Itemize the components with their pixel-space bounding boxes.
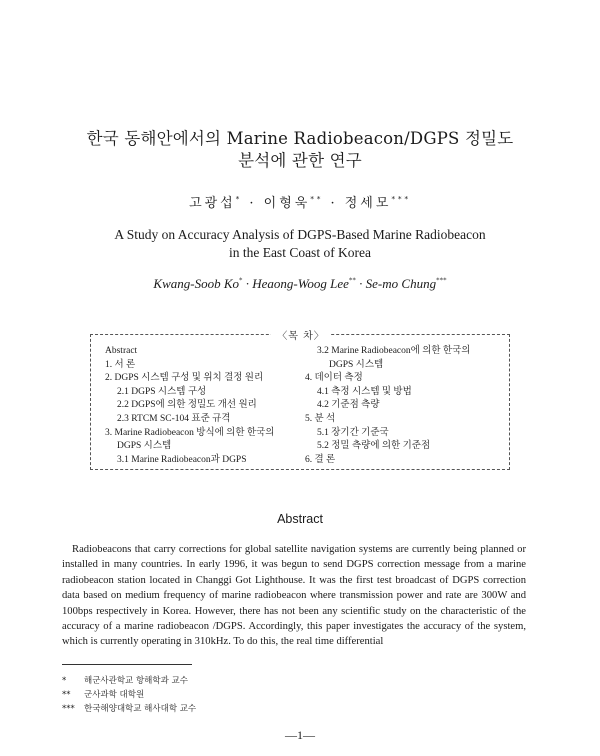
korean-authors: [0, 192, 600, 211]
toc-item: 5. 분 석: [305, 413, 336, 424]
abstract-body: [62, 542, 526, 650]
author-kr-1: 고광섭: [189, 196, 236, 211]
footnote-mark: *: [62, 676, 67, 686]
footnote: [62, 674, 188, 686]
english-title-line-2: in the East Coast of Korea: [228, 245, 372, 260]
footnote-text: 군사과학 대학원: [84, 690, 145, 700]
toc-item: 3.2 Marine Radiobeacon에 의한 한국의: [317, 346, 471, 356]
table-of-contents: [90, 331, 510, 470]
english-authors: [0, 276, 600, 292]
toc-item: 2.2 DGPS에 의한 정밀도 개선 원리: [117, 400, 257, 411]
footnote: [62, 702, 196, 714]
toc-item: 4.1 측정 시스템 및 방법: [317, 386, 412, 397]
author-en-1-mark: *: [239, 276, 243, 285]
author-en-3-mark: ***: [436, 276, 447, 285]
toc-item: 4. 데이터 측정: [305, 373, 363, 384]
author-separator: ·: [323, 196, 345, 211]
abstract-paragraph: Radiobeacons that carry corrections for global satellite navigation systems are currently being planned or installed in many countries. In early 1996, it was begun to send DGPS correction message from a marine radiobeacon station located in Changgi Got Lighthouse. It was the first test broadcast of DGPS correction data based on medium frequency of marine radiobeacon where transmission power and rate are 300W and 100bps respectively in Korea. However, there has not been any scientific study on the characteristic of the accuracy of a marine radiobeacon /DGPS. Accordingly, this paper investigates the accuracy of the system, which is currently operating in 310kHz. To do this, the real time differential: [62, 544, 526, 648]
author-separator: ·: [355, 276, 366, 291]
toc-heading: 〈목 차〉: [271, 331, 331, 342]
footnote-mark: **: [62, 690, 71, 700]
author-kr-2: 이형욱: [263, 196, 311, 211]
toc-item: 5.1 장기간 기준국: [317, 427, 389, 438]
author-kr-2-mark: **: [310, 195, 324, 204]
toc-right-column: [305, 345, 470, 467]
toc-item: Abstract: [105, 346, 138, 356]
korean-title: [0, 128, 600, 172]
author-en-2-mark: **: [348, 276, 356, 285]
footnote-text: 해군사관학교 항해학과 교수: [84, 676, 188, 686]
english-title-line-1: A Study on Accuracy Analysis of DGPS-Based Marine Radiobeacon: [114, 227, 486, 242]
author-en-1: Kwang-Soob Ko: [153, 276, 239, 291]
toc-item: 2. DGPS 시스템 구성 및 위치 결정 원리: [105, 373, 264, 384]
toc-item: DGPS 시스템: [329, 359, 384, 370]
toc-item: DGPS 시스템: [117, 441, 172, 452]
english-title: [0, 226, 600, 262]
toc-item: 3. Marine Radiobeacon 방식에 의한 한국의: [105, 427, 275, 438]
footnote: [62, 688, 144, 700]
toc-item: 2.3 RTCM SC-104 표준 규격: [117, 413, 231, 424]
author-kr-3-mark: ***: [391, 195, 411, 204]
abstract-heading: Abstract: [277, 512, 323, 526]
footnote-mark: ***: [62, 704, 75, 714]
toc-item: 5.2 정밀 측량에 의한 기준점: [317, 441, 431, 452]
author-en-3: Se-mo Chung: [365, 276, 437, 291]
toc-item: 2.1 DGPS 시스템 구성: [117, 386, 207, 397]
korean-title-line-2: 분석에 관한 연구: [238, 151, 362, 170]
toc-item: 6. 결 론: [305, 454, 336, 465]
toc-item: 4.2 기준점 측량: [317, 400, 380, 411]
author-kr-3: 정세모: [344, 196, 392, 211]
page-number: —1—: [285, 728, 315, 742]
author-separator: ·: [242, 276, 253, 291]
toc-item: 1. 서 론: [105, 359, 136, 370]
author-en-2: Heaong-Woog Lee: [252, 276, 349, 291]
footnote-divider: [62, 664, 192, 665]
author-kr-1-mark: *: [235, 195, 243, 204]
toc-item: 3.1 Marine Radiobeacon과 DGPS: [117, 454, 247, 465]
korean-title-line-1: 한국 동해안에서의 Marine Radiobeacon/DGPS 정밀도: [86, 129, 514, 148]
footnote-text: 한국해양대학교 해사대학 교수: [84, 704, 197, 714]
author-separator: ·: [242, 196, 264, 211]
toc-left-column: [105, 345, 274, 467]
